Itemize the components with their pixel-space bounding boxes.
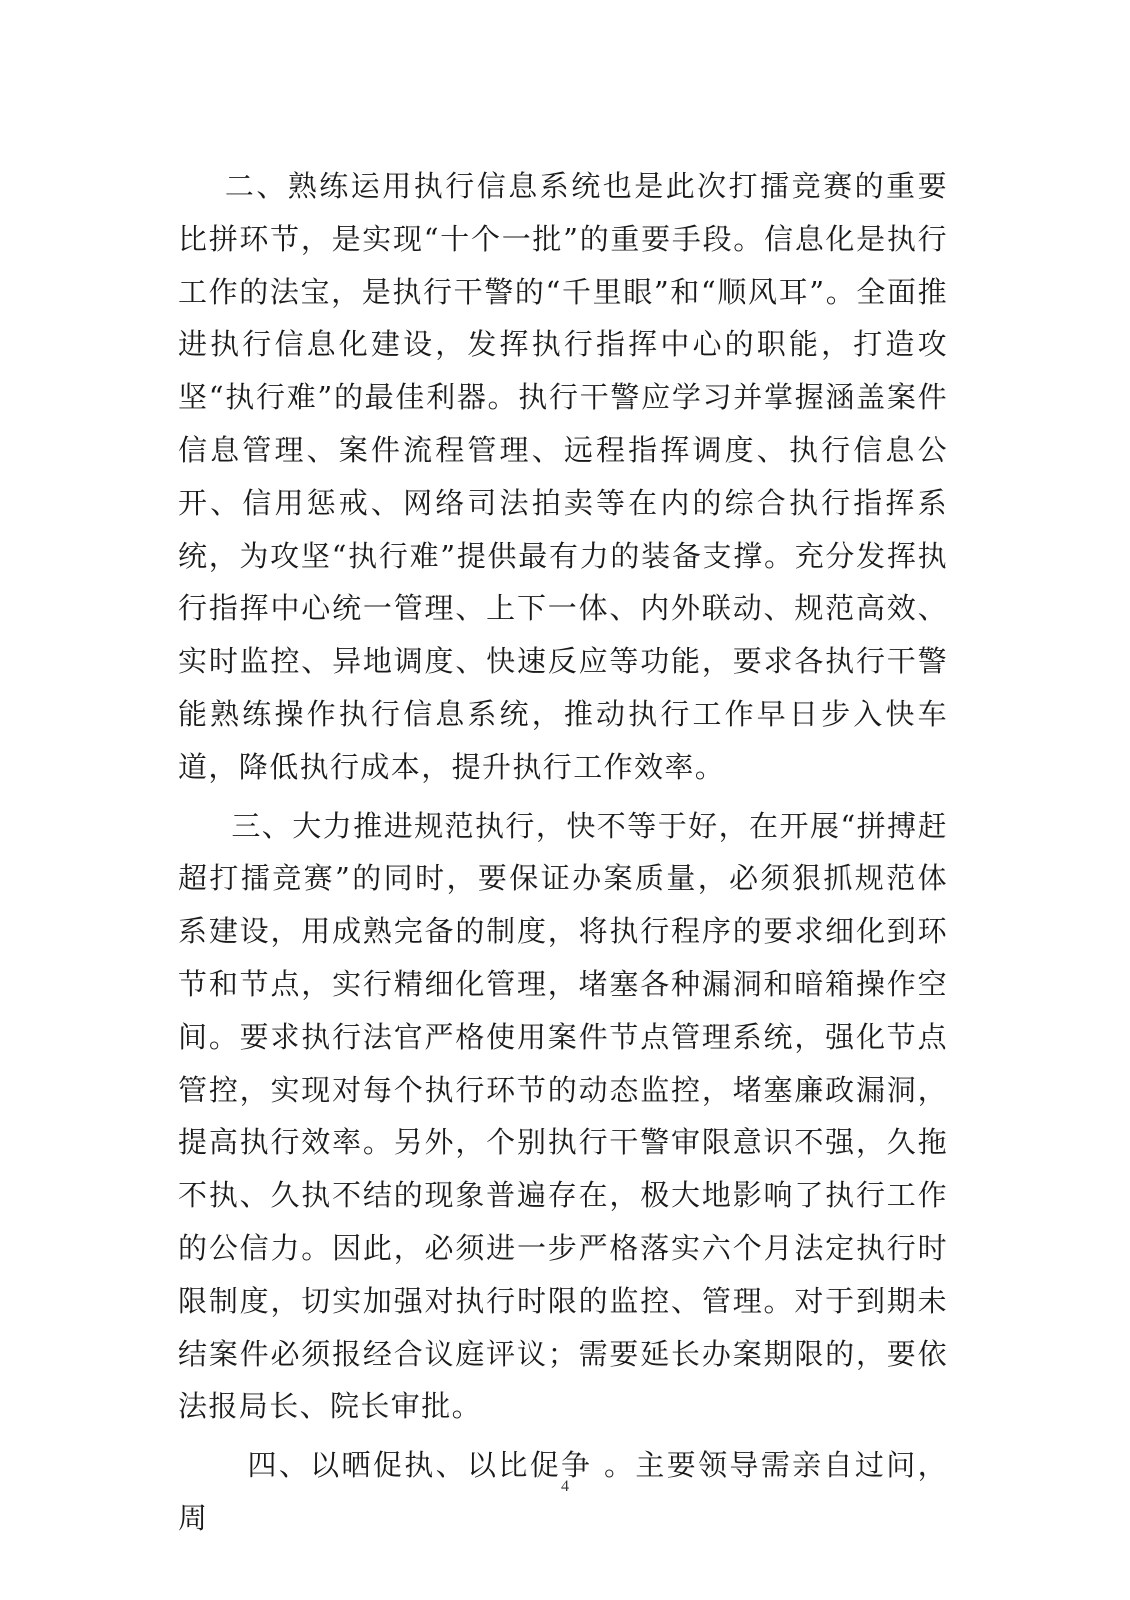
document-body (178, 160, 948, 1551)
page-number: 4 (561, 1478, 569, 1495)
paragraph-section-four: 四、以晒促执、以比促争 。主要领导需亲自过问，周 (178, 1448, 948, 1535)
paragraph-section-three: 三、大力推进规范执行，快不等于好，在开展“拼搏赶超打擂竞赛”的同时，要保证办案质量，必须狠抓规范体系建设，用成熟完备的制度，将执行程序的要求细化到环节和节点，实行精细化管理，堵塞各种漏洞和暗箱操作空间。要求执行法官严格使用案件节点管理系统，强化节点管控，实现对每个执行环节的动态监控，堵塞廉政漏洞，提高执行效率。另外，个别执行干警审限意识不强，久拖不执、久执不结的现象普遍存在，极大地影响了执行工作的公信力。因此，必须进一步严格落实六个月法定执行时限制度，切实加强对执行时限的监控、管理。对于到期未结案件必须报经合议庭评议；需要延长办案期限的，要依法报局长、院长审批。 (178, 808, 948, 1424)
paragraph-section-two: 二、熟练运用执行信息系统也是此次打擂竞赛的重要比拼环节，是实现“十个一批”的重要手段。信息化是执行工作的法宝，是执行干警的“千里眼”和“顺风耳”。全面推进执行信息化建设，发挥执行指挥中心的职能，打造攻坚“执行难”的最佳利器。执行干警应学习并掌握涵盖案件信息管理、案件流程管理、远程指挥调度、执行信息公开、信用惩戒、网络司法拍卖等在内的综合执行指挥系统，为攻坚“执行难”提供最有力的装备支撑。充分发挥执行指挥中心统一管理、上下一体、内外联动、规范高效、实时监控、异地调度、快速反应等功能，要求各执行干警能熟练操作执行信息系统，推动执行工作早日步入快车道，降低执行成本，提升执行工作效率。 (178, 169, 949, 784)
